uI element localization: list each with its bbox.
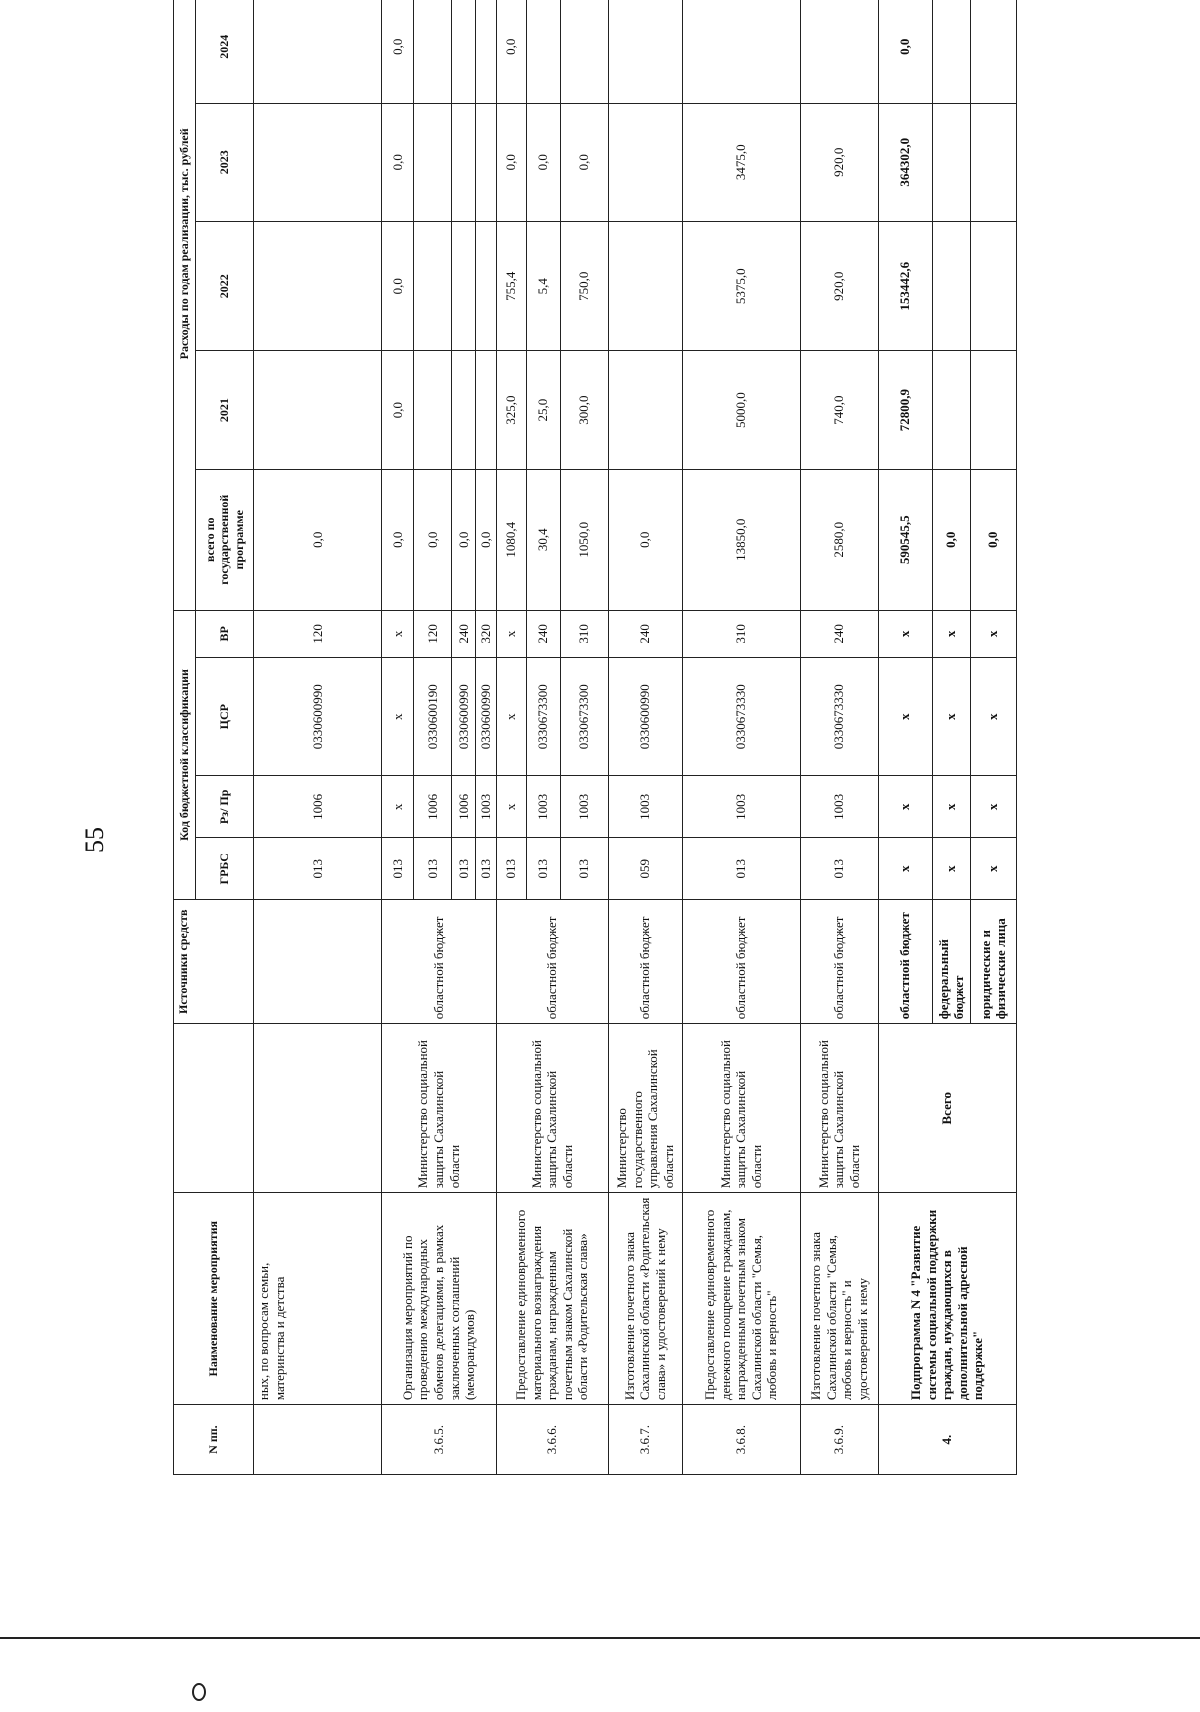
cell-grbs: х [878,838,932,900]
table-row [608,0,682,1475]
cell-grbs: 013 [526,838,560,900]
cell-csr: 0330600990 [452,658,476,776]
cell-source: юридические и физические лица [970,900,1016,1024]
cell-2023: 0,0 [560,103,608,221]
cell-csr: 0330600990 [254,658,382,776]
cell-2024: 0,0 [496,0,526,103]
cell-executor: Министерство социальной защиты Сахалинской области [496,1024,608,1193]
cell-num: 3.6.9. [800,1405,878,1475]
cell-source: областной бюджет [608,900,682,1024]
cell-rzpr: 1003 [800,776,878,838]
cell-csr: 0330600190 [414,658,452,776]
cell-executor: Министерство социальной защиты Сахалинской области [382,1024,497,1193]
cell-2023: 0,0 [526,103,560,221]
header-executor [174,1024,254,1193]
cell-grbs: 013 [682,838,800,900]
cell-name: Организация мероприятий по проведению международных обменов делегациями, в рамках заключенных соглашений (меморандумов) [382,1193,497,1405]
cell-executor: Министерство государственного управления Сахалинской области [608,1024,682,1193]
cell-csr: 0330673330 [682,658,800,776]
cell-total: 0,0 [414,469,452,610]
cell-grbs: 013 [414,838,452,900]
cell-rzpr: х [382,776,414,838]
cell-2021: 25,0 [526,351,560,469]
cell-grbs: 013 [800,838,878,900]
cell-total: 0,0 [970,469,1016,610]
cell-executor: Министерство социальной защиты Сахалинской области [682,1024,800,1193]
cell-source: областной бюджет [878,900,932,1024]
table-row [254,0,382,1475]
cell-rzpr: 1003 [526,776,560,838]
cell-csr: х [496,658,526,776]
header-2024: 2024 [196,0,254,103]
cell-csr: х [970,658,1016,776]
header-source: Источники средств [174,900,254,1024]
header-costs: Расходы по годам реализации, тыс. рублей [174,0,196,610]
cell-vr: 310 [560,610,608,657]
cell-vr: х [932,610,970,657]
cell-2022: 755,4 [496,221,526,351]
cell-source: областной бюджет [382,900,497,1024]
cell-rzpr: 1006 [414,776,452,838]
cell-vr: 120 [254,610,382,657]
cell-csr: 0330673330 [800,658,878,776]
cell-rzpr: 1003 [608,776,682,838]
header-2023: 2023 [196,103,254,221]
rotated-table-container [173,0,1009,1475]
punch-hole-mark [192,1683,206,1701]
cell-rzpr: х [932,776,970,838]
header-2021: 2021 [196,351,254,469]
cell-vr: х [970,610,1016,657]
header-total: всего по государственной программе [196,469,254,610]
cell-2021: 325,0 [496,351,526,469]
cell-source: областной бюджет [496,900,608,1024]
bottom-edge-line [0,1637,1200,1639]
cell-total: 0,0 [382,469,414,610]
cell-2023: 0,0 [496,103,526,221]
cell-csr: 0330673300 [560,658,608,776]
cell-source: федеральный бюджет [932,900,970,1024]
cell-2021: 300,0 [560,351,608,469]
cell-total: 1080,4 [496,469,526,610]
cell-num: 3.6.7. [608,1405,682,1475]
cell-num: 4. [878,1405,1016,1475]
cell-source: областной бюджет [800,900,878,1024]
cell-num: 3.6.6. [496,1405,608,1475]
cell-total: 0,0 [932,469,970,610]
header-rzpr: Рз/ Пр [196,776,254,838]
cell-rzpr: х [970,776,1016,838]
table-row [682,0,800,1475]
cell-name: Изготовление почетного знака Сахалинской области "Семья, любовь и верность" и удостоверений к нему [800,1193,878,1405]
cell-name: ных, по вопросам семьи, материнства и детства [254,1193,382,1405]
cell-vr: 310 [682,610,800,657]
cell-csr: 0330673300 [526,658,560,776]
cell-2022: 0,0 [382,221,414,351]
cell-2022: 5,4 [526,221,560,351]
cell-2021: 5000,0 [682,351,800,469]
cell-rzpr: 1006 [254,776,382,838]
header-vr: ВР [196,610,254,657]
cell-grbs: 013 [452,838,476,900]
budget-table [173,0,1017,1475]
cell-grbs: 013 [560,838,608,900]
cell-grbs: х [970,838,1016,900]
header-bcc: Код бюджетной классификации [174,610,196,900]
cell-2022: 920,0 [800,221,878,351]
cell-rzpr: 1003 [560,776,608,838]
cell-vr: х [496,610,526,657]
cell-2021: 0,0 [382,351,414,469]
cell-vr: 240 [800,610,878,657]
cell-total: 1050,0 [560,469,608,610]
cell-vr: 240 [608,610,682,657]
header-csr: ЦСР [196,658,254,776]
cell-total: 0,0 [476,469,497,610]
cell-total: 2580,0 [800,469,878,610]
cell-2022: 750,0 [560,221,608,351]
cell-name: Предоставление единовременного денежного поощрение гражданам, награжденным почетным знаком Сахалинской области "Семья, любовь и верность" [682,1193,800,1405]
table-row [878,0,932,1475]
table-row [496,0,526,1475]
cell-rzpr: х [496,776,526,838]
cell-name: Подпрограмма N 4 "Развитие системы социальной поддержки граждан, нуждающихся в дополнительной адресной поддержке" [878,1193,1016,1405]
cell-total: 0,0 [452,469,476,610]
cell-2022: 5375,0 [682,221,800,351]
header-num: N пп. [174,1405,254,1475]
header-grbs: ГРБС [196,838,254,900]
cell-total: 0,0 [254,469,382,610]
cell-num: 3.6.5. [382,1405,497,1475]
cell-csr: 0330600990 [476,658,497,776]
table-row [382,0,414,1475]
cell-rzpr: 1006 [452,776,476,838]
cell-vr: 120 [414,610,452,657]
cell-total: 30,4 [526,469,560,610]
cell-csr: 0330600990 [608,658,682,776]
cell-grbs: 013 [476,838,497,900]
cell-grbs: 013 [254,838,382,900]
cell-name: Изготовление почетного знака Сахалинской области «Родительская слава» и удостоверений к нему [608,1193,682,1405]
cell-rzpr: 1003 [682,776,800,838]
cell-rzpr: х [878,776,932,838]
cell-2024: 0,0 [878,0,932,103]
cell-grbs: 013 [382,838,414,900]
cell-grbs: 013 [496,838,526,900]
cell-csr: х [382,658,414,776]
cell-vr: х [382,610,414,657]
cell-2023: 0,0 [382,103,414,221]
page-number: 55 [80,827,109,853]
header-2022: 2022 [196,221,254,351]
cell-rzpr: 1003 [476,776,497,838]
cell-2023: 920,0 [800,103,878,221]
cell-total: 0,0 [608,469,682,610]
cell-total: 13850,0 [682,469,800,610]
cell-csr: х [932,658,970,776]
cell-2022: 153442,6 [878,221,932,351]
cell-2021: 740,0 [800,351,878,469]
cell-executor: Министерство социальной защиты Сахалинской области [800,1024,878,1193]
cell-2023: 3475,0 [682,103,800,221]
cell-csr: х [878,658,932,776]
cell-executor: Всего [878,1024,1016,1193]
cell-grbs: 059 [608,838,682,900]
cell-2024: 0,0 [382,0,414,103]
cell-2021: 72800,9 [878,351,932,469]
cell-name: Предоставление единовременного материального вознаграждения гражданам, награжденным почетным знаком Сахалинской области «Родительская слава» [496,1193,608,1405]
header-name: Наименование мероприятия [174,1193,254,1405]
cell-num: 3.6.8. [682,1405,800,1475]
cell-total: 590545,5 [878,469,932,610]
cell-grbs: х [932,838,970,900]
cell-vr: 240 [452,610,476,657]
cell-vr: 240 [526,610,560,657]
cell-2023: 364302,0 [878,103,932,221]
cell-vr: х [878,610,932,657]
cell-vr: 320 [476,610,497,657]
cell-source: областной бюджет [682,900,800,1024]
table-row [800,0,878,1475]
